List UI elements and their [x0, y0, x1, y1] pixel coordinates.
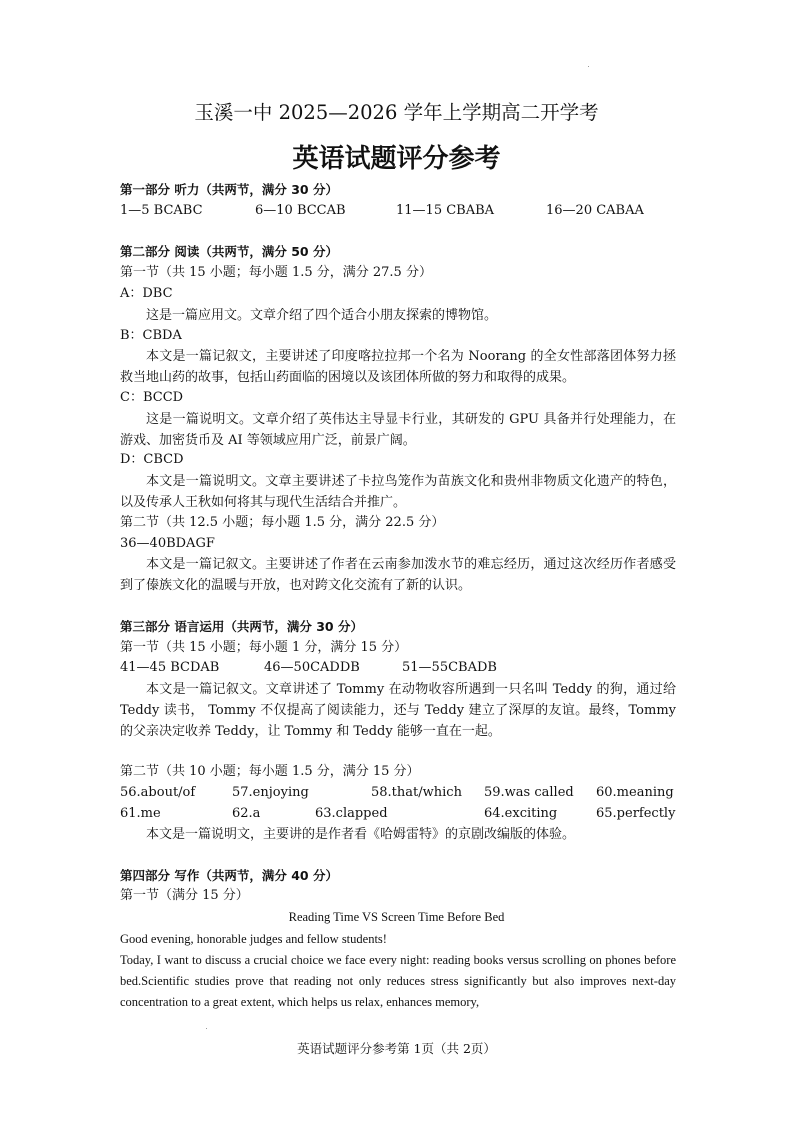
- blank-answer: 61.me: [120, 806, 161, 821]
- passage-a-summary: 这是一篇应用文。文章介绍了四个适合小朋友探索的博物馆。: [146, 308, 498, 323]
- blank-answer: 57.enjoying: [232, 785, 309, 800]
- part2-section2-heading: 第二节（共 12.5 小题；每小题 1.5 分，满分 22.5 分）: [120, 515, 445, 530]
- passage-c-summary: 这是一篇说明文。文章介绍了英伟达主导显卡行业，其研发的 GPU 具备并行处理能力，在游戏、加密货币及 AI 等领域应用广泛，前景广阔。: [120, 412, 676, 448]
- blank-answer: 65.perfectly: [596, 806, 676, 821]
- page-footer: 英语试题评分参考第 1页（共 2页）: [297, 1041, 496, 1056]
- passage-c-answers: C：BCCD: [120, 390, 184, 405]
- blank-answer: 62.a: [232, 806, 261, 821]
- part2-section1-heading: 第一节（共 15 小题；每小题 1.5 分，满分 27.5 分）: [120, 265, 432, 280]
- part3-section2-heading: 第二节（共 10 小题；每小题 1.5 分，满分 15 分）: [120, 764, 420, 779]
- blank-answer: 63.clapped: [315, 806, 388, 821]
- part4-section1-heading: 第一节（满分 15 分）: [120, 888, 249, 903]
- part3-heading: 第三部分 语言运用（共两节，满分 30 分）: [120, 619, 363, 634]
- exam-title: 玉溪一中 2025—2026 学年上学期高二开学考: [194, 101, 599, 124]
- document-title: 英语试题评分参考: [292, 144, 501, 174]
- blank-answer: 58.that/which: [371, 785, 462, 800]
- part1-heading: 第一部分 听力（共两节，满分 30 分）: [120, 182, 338, 197]
- passage-d-answers: D：CBCD: [120, 452, 184, 467]
- part3-answer-group: 51—55CBADB: [402, 660, 497, 675]
- sample-essay-greeting: Good evening, honorable judges and fellow students!: [120, 932, 387, 946]
- passage-a-answers: A：DBC: [120, 286, 173, 301]
- part3-section1-summary: 本文是一篇记叙文。文章讲述了 Tommy 在动物收容所遇到一只名叫 Teddy 的狗，通过给 Teddy 读书， Tommy 不仅提高了阅读能力，还与 Teddy 建立了深厚的友谊。最终，Tommy 的父亲决定收养 Teddy，让 Tommy 和 Teddy 能够一直在一起。: [120, 682, 676, 739]
- scan-speck: [206, 1028, 207, 1029]
- sample-essay-title: Reading Time VS Screen Time Before Bed: [288, 910, 505, 924]
- passage-b-answers: B：CBDA: [120, 328, 182, 343]
- part1-answer-group: 6—10 BCCAB: [255, 203, 346, 218]
- blank-answer: 56.about/of: [120, 785, 196, 800]
- part1-answer-group: 1—5 BCABC: [120, 203, 203, 218]
- scan-speck: [588, 66, 589, 67]
- part3-section1-heading: 第一节（共 15 小题；每小题 1 分，满分 15 分）: [120, 640, 408, 655]
- part2-section2-summary: 本文是一篇记叙文。主要讲述了作者在云南参加泼水节的难忘经历，通过这次经历作者感受到了傣族文化的温暖与开放，也对跨文化交流有了新的认识。: [120, 557, 676, 593]
- blank-answer: 60.meaning: [596, 785, 674, 800]
- part3-section2-summary: 本文是一篇说明文，主要讲的是作者看《哈姆雷特》的京剧改编版的体验。: [146, 827, 576, 842]
- part3-answer-group: 41—45 BCDAB: [120, 660, 220, 675]
- sample-essay-body: Today, I want to discuss a crucial choice we face every night: reading books versus scrolling on phones before bed.Scientific studies prove that reading not only reduces stress significantly but also improves next-day concentration to a great extent, which helps us relax, enhances memory,: [120, 953, 676, 1009]
- blank-answer: 59.was called: [484, 785, 574, 800]
- passage-d-summary: 本文是一篇说明文。文章主要讲述了卡拉鸟笼作为苗族文化和贵州非物质文化遗产的特色，以及传承人王秋如何将其与现代生活结合并推广。: [120, 474, 676, 510]
- blank-answer: 64.exciting: [484, 806, 558, 821]
- part1-answer-group: 16—20 CABAA: [546, 203, 644, 218]
- part3-answer-group: 46—50CADDB: [264, 660, 360, 675]
- passage-b-summary: 本文是一篇记叙文，主要讲述了印度喀拉拉邦一个名为 Noorang 的全女性部落团体努力拯救当地山药的故事，包括山药面临的困境以及该团体所做的努力和取得的成果。: [120, 349, 676, 385]
- part1-answer-group: 11—15 CBABA: [396, 203, 495, 218]
- part4-heading: 第四部分 写作（共两节，满分 40 分）: [120, 868, 338, 883]
- part2-heading: 第二部分 阅读（共两节，满分 50 分）: [120, 244, 338, 259]
- part2-section2-answers: 36—40BDAGF: [120, 536, 215, 551]
